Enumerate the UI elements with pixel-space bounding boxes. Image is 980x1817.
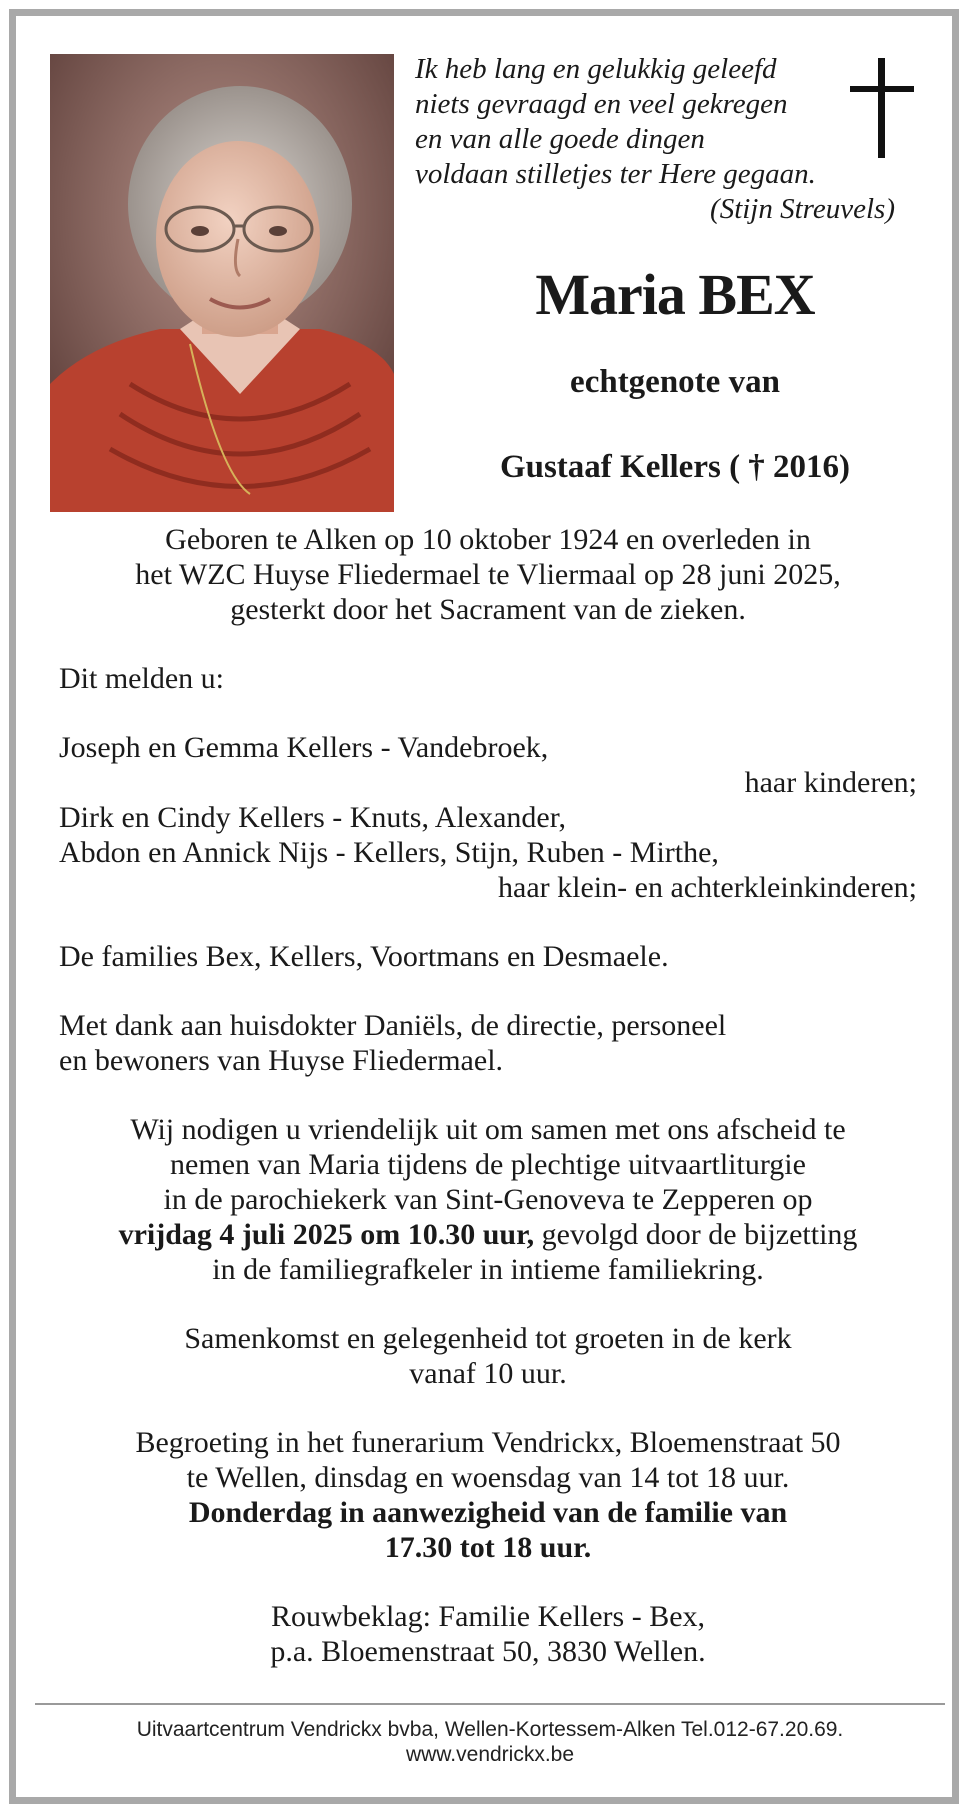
deceased-name: Maria BEX [535,262,815,327]
poem-line: Ik heb lang en gelukkig geleefd [415,53,777,85]
poem [415,52,895,227]
spouse-label: echtgenote van [570,364,780,400]
gathering-line: Samenkomst en gelegenheid tot groeten in de kerk [184,1322,792,1355]
invitation-line: in de parochiekerk van Sint-Genoveva te Zepperen op [163,1183,813,1216]
footer-website[interactable]: www.vendrickx.be [405,1743,575,1766]
poem-author: (Stijn Streuvels) [710,193,895,225]
condolence-address: p.a. Bloemenstraat 50, 3830 Wellen. [270,1635,706,1668]
intro-line: Geboren te Alken op 10 oktober 1924 en overleden in [165,523,811,556]
visitation-family-line: Donderdag in aanwezigheid van de familie van [188,1496,788,1529]
visitation-line: te Wellen, dinsdag en woensdag van 14 tot 18 uur. [186,1461,790,1494]
portrait-photo [50,54,394,512]
invitation-line: nemen van Maria tijdens de plechtige uitvaartliturgie [170,1148,806,1181]
invitation-date-rest: gevolgd door de bijzetting [534,1218,858,1251]
visitation-family-time: 17.30 tot 18 uur. [384,1531,592,1564]
grandchildren-line: Abdon en Annick Nijs - Kellers, Stijn, Ruben - Mirthe, [59,836,719,869]
children-label: haar kinderen; [744,766,917,799]
condolence-line: Rouwbeklag: Familie Kellers - Bex, [270,1600,706,1633]
poem-line: niets gevraagd en veel gekregen [415,88,788,120]
thanks-line: Met dank aan huisdokter Daniëls, de directie, personeel [59,1009,727,1042]
spouse-name: Gustaaf Kellers ( † 2016) [499,449,851,485]
latin-cross-icon [850,58,914,158]
poem-line: en van alle goede dingen [415,123,705,155]
intro-line: het WZC Huyse Fliedermael te Vliermaal op 28 juni 2025, [135,558,841,591]
invitation-line: in de familiegrafkeler in intieme familiekring. [212,1253,764,1286]
footer-company: Uitvaartcentrum Vendrickx bvba, Wellen-Kortessem-Alken Tel.012-67.20.69. [136,1718,844,1741]
grandchildren-label: haar klein- en achterkleinkinderen; [498,871,917,904]
thanks-line: en bewoners van Huyse Fliedermael. [59,1044,504,1077]
footer-divider [35,1703,945,1705]
announce-line: Dit melden u: [59,662,224,695]
children-line: Joseph en Gemma Kellers - Vandebroek, [59,731,549,764]
visitation-line: Begroeting in het funerarium Vendrickx, Bloemenstraat 50 [135,1426,841,1459]
families-line: De families Bex, Kellers, Voortmans en Desmaele. [59,940,669,973]
grandchildren-line: Dirk en Cindy Kellers - Knuts, Alexander, [59,801,567,834]
funeral-date: vrijdag 4 juli 2025 om 10.30 uur, [118,1218,535,1251]
invitation-date-line [59,1217,917,1252]
announcement-body [59,522,917,1669]
footer [35,1717,945,1767]
gathering-line: vanaf 10 uur. [409,1357,567,1390]
invitation-line: Wij nodigen u vriendelijk uit om samen met ons afscheid te [130,1113,846,1146]
poem-line: voldaan stilletjes ter Here gegaan. [415,158,816,190]
intro-line: gesterkt door het Sacrament van de zieken. [230,593,746,626]
